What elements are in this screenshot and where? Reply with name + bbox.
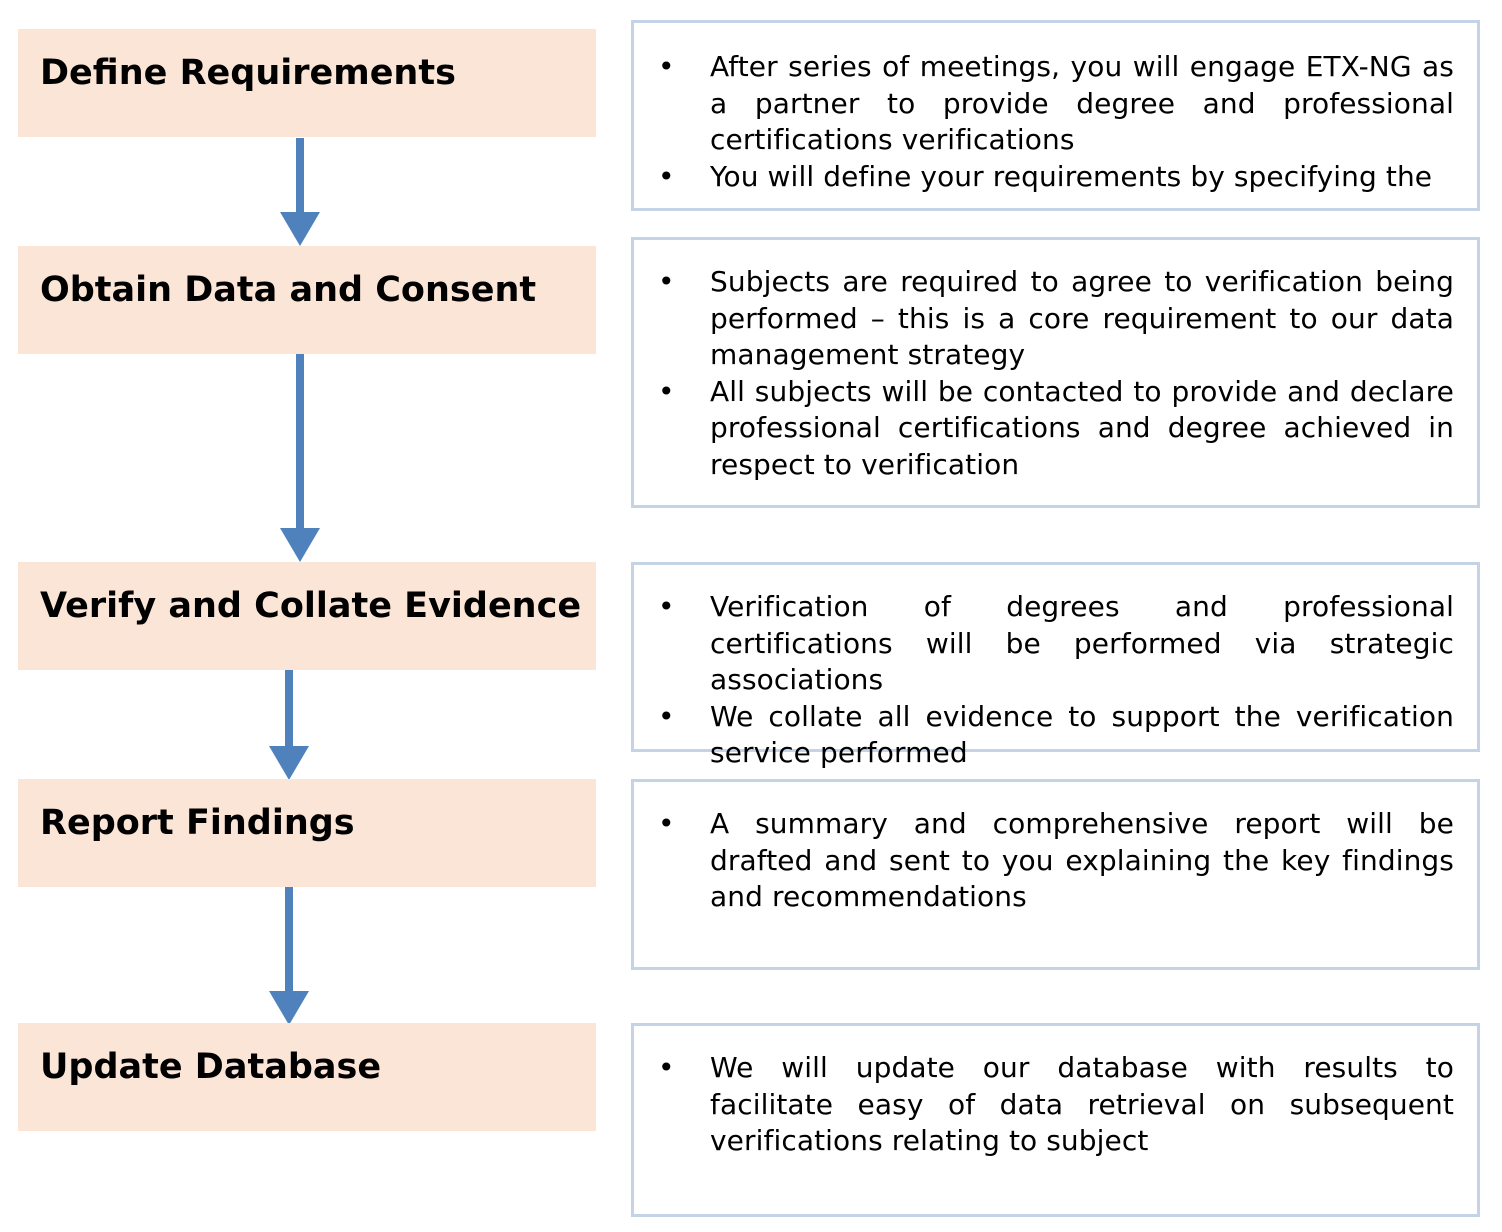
bullet-icon: • xyxy=(658,1051,675,1084)
bullet-icon: • xyxy=(658,590,675,623)
description-box-update-database xyxy=(631,1023,1480,1217)
bullet-icon: • xyxy=(658,699,675,733)
step-title: Define Requirements xyxy=(40,53,456,93)
step-update-database xyxy=(18,1023,596,1131)
list-item: • We will update our database with results to facilitate easy of data retrieval on subsequent verifications relating to subject xyxy=(658,1051,1454,1157)
list-item: • You will define your requirements by specifying the xyxy=(634,159,1477,196)
step-obtain-data-and-consent xyxy=(18,246,596,354)
step-title: Update Database xyxy=(40,1047,382,1087)
flow-arrow-down-4 xyxy=(269,887,309,1025)
list-item: • We collate all evidence to support the verification service performed xyxy=(658,699,1454,769)
flow-arrow-down-1 xyxy=(280,138,320,246)
list-item: • Verification of degrees and professional certifications will be performed via strategic associations xyxy=(658,590,1454,696)
step-title: Obtain Data and Consent xyxy=(40,270,537,310)
flow-arrow-down-2 xyxy=(280,354,320,562)
flow-arrow-down-3 xyxy=(269,670,309,780)
bullet-icon: • xyxy=(658,807,675,840)
description-box-verify-and-collate-evidence xyxy=(631,562,1480,769)
list-item: • After series of meetings, you will engage ETX-NG as a partner to provide degree and professional certifications verifications xyxy=(658,50,1454,156)
step-define-requirements xyxy=(18,29,596,137)
step-verify-and-collate-evidence xyxy=(18,562,596,670)
step-title: Verify and Collate Evidence xyxy=(40,586,582,626)
description-box-define-requirements xyxy=(631,20,1480,211)
list-item: • All subjects will be contacted to provide and declare professional certifications and degree achieved in respect to verification xyxy=(658,374,1454,481)
bullet-icon: • xyxy=(658,159,675,193)
step-report-findings xyxy=(18,779,596,887)
description-box-report-findings xyxy=(631,779,1480,970)
bullet-icon: • xyxy=(658,50,675,83)
bullet-icon: • xyxy=(658,374,675,408)
description-box-obtain-data-and-consent xyxy=(631,237,1480,508)
list-item: • Subjects are required to agree to verification being performed – this is a core requirement to our data management strategy xyxy=(658,265,1454,371)
bullet-icon: • xyxy=(658,265,675,298)
list-item: • A summary and comprehensive report will be drafted and sent to you explaining the key findings and recommendations xyxy=(658,807,1454,913)
step-title: Report Findings xyxy=(40,803,355,843)
